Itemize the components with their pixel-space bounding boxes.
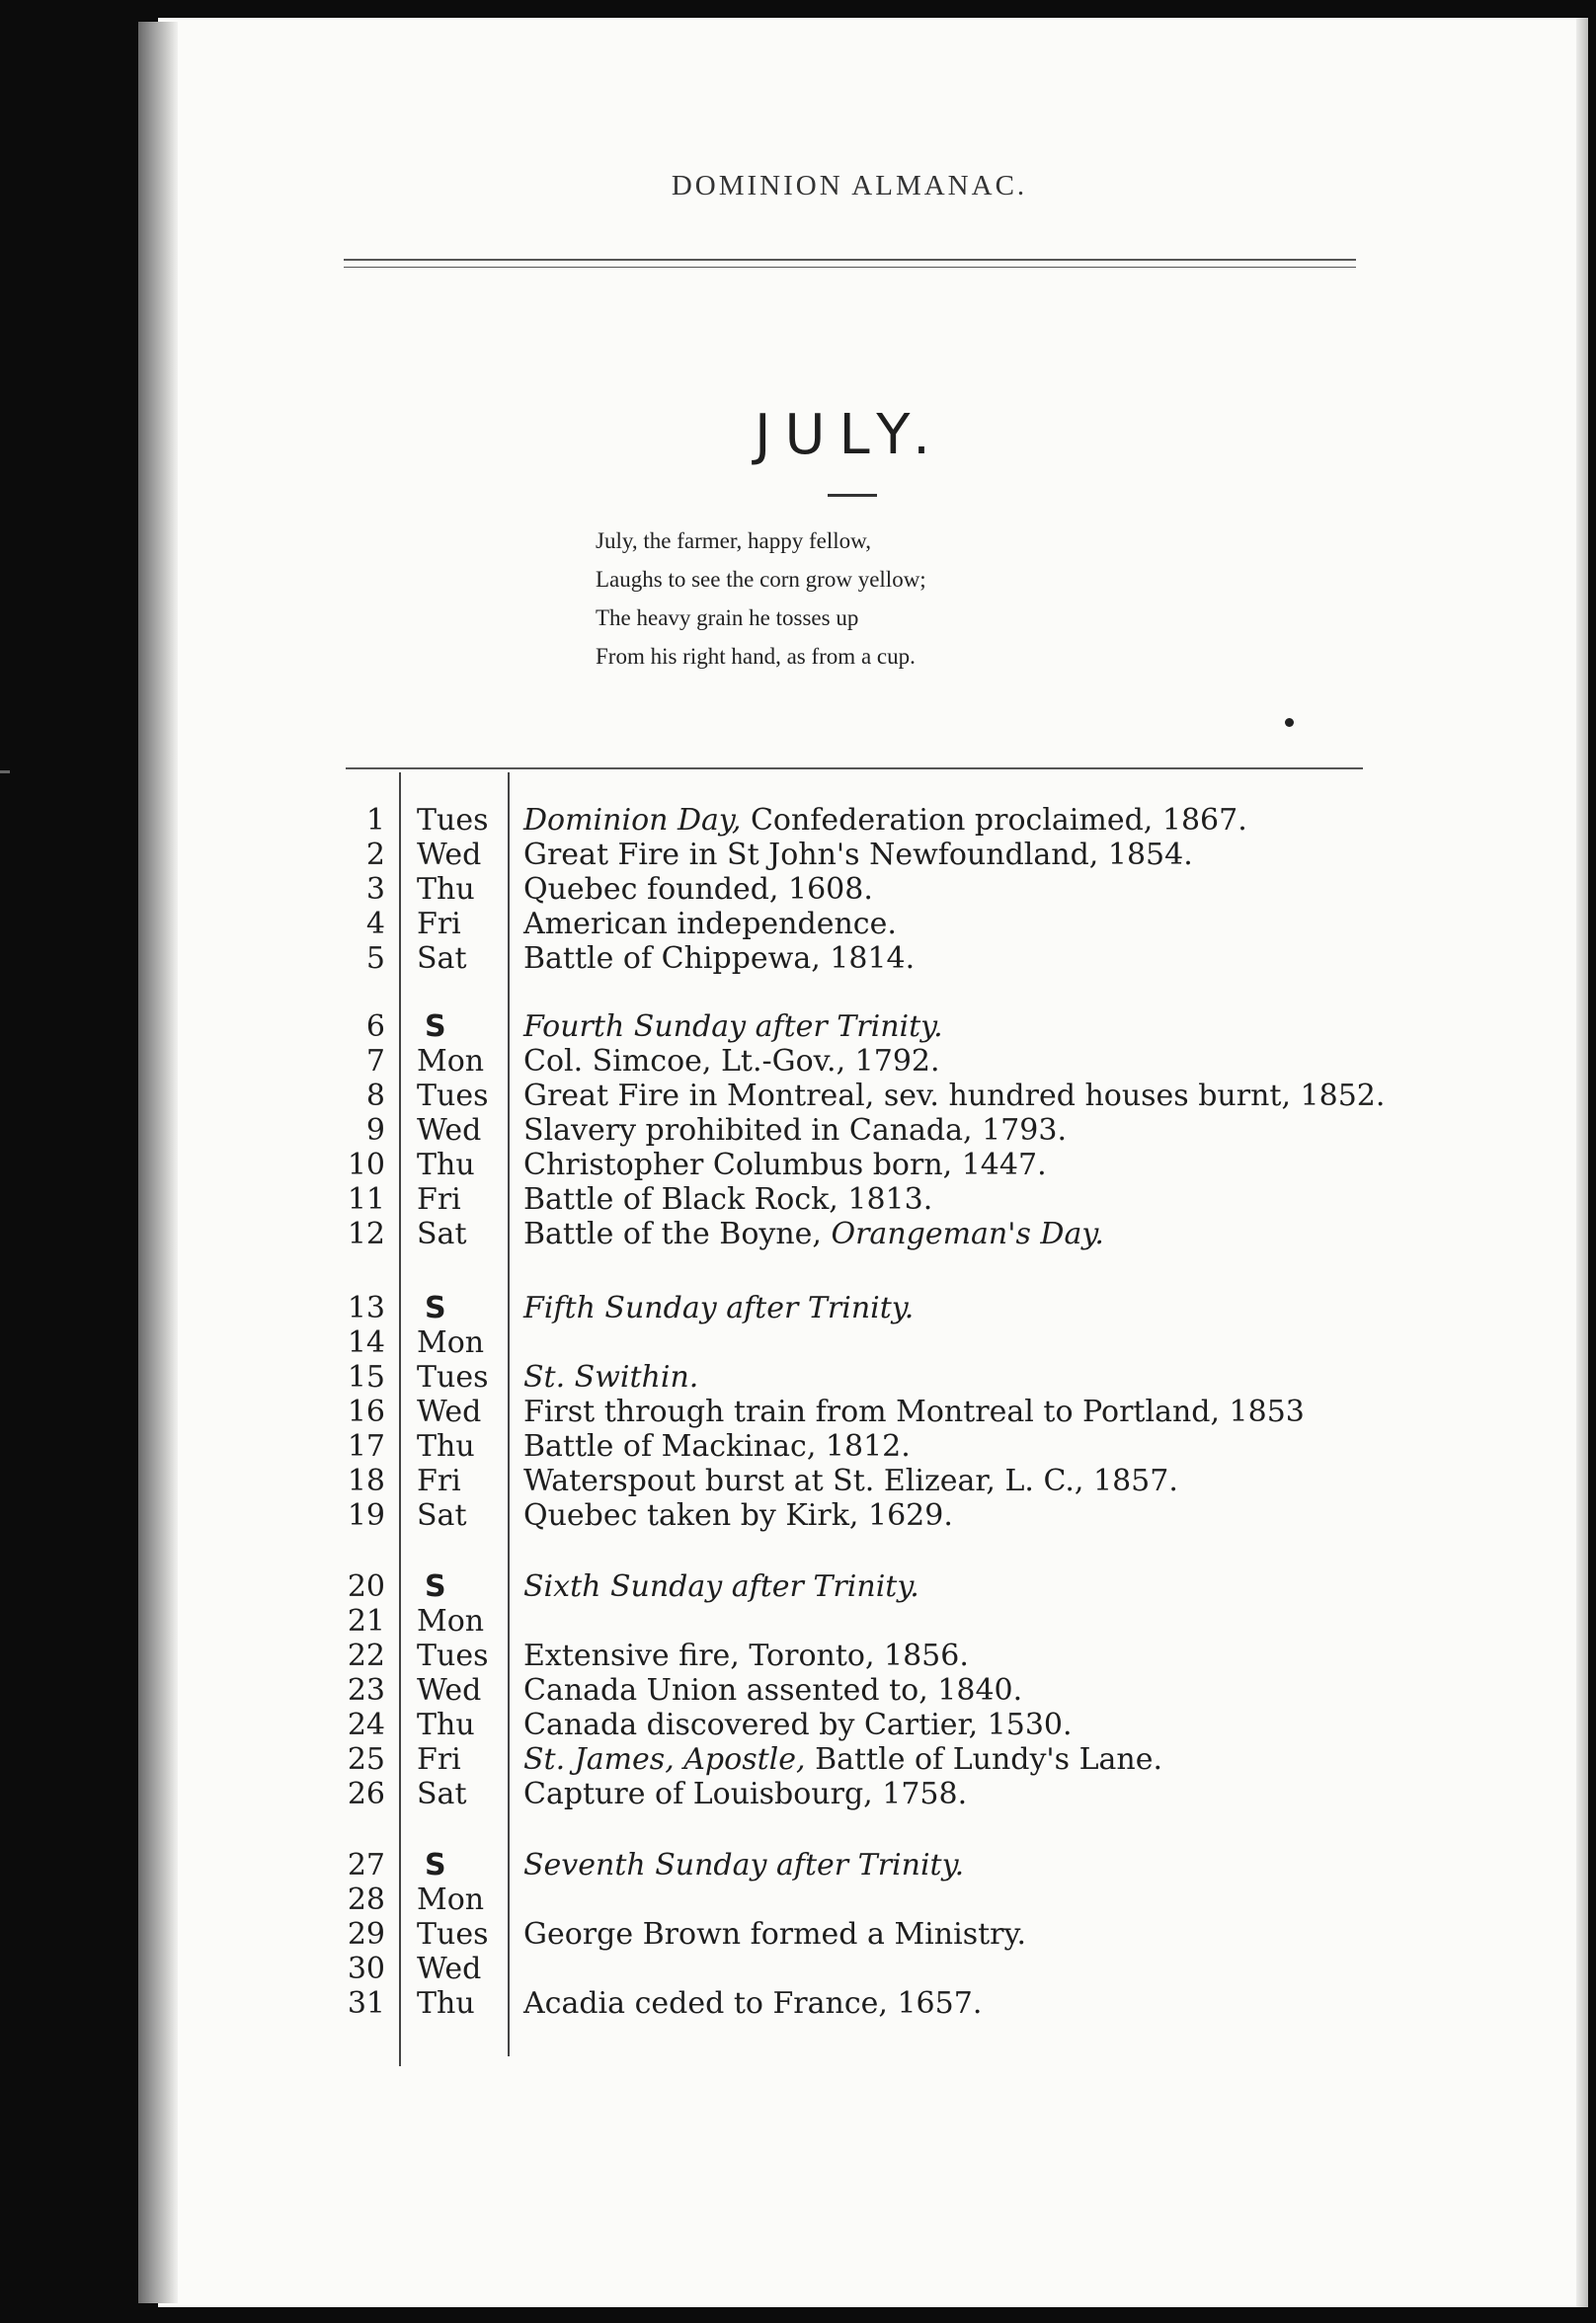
sunday-mark: S — [425, 1009, 446, 1044]
event-part: Slavery prohibited in Canada, 1793. — [523, 1113, 1067, 1148]
event-text — [523, 1291, 914, 1326]
day-number: 15 — [347, 1360, 385, 1395]
event-part: Capture of Louisbourg, 1758. — [523, 1777, 968, 1811]
weekday-name: Thu — [417, 1986, 475, 2021]
weekday-name: Tues — [417, 1079, 489, 1113]
poem-line: From his right hand, as from a cup. — [596, 644, 916, 669]
running-header: DOMINION ALMANAC. — [671, 170, 1028, 201]
day-number: 8 — [365, 1079, 385, 1113]
sunday-mark: S — [425, 1569, 446, 1604]
event-text — [523, 1079, 1385, 1114]
event-text — [523, 1673, 1022, 1709]
event-text — [523, 1395, 1305, 1430]
day-number: 3 — [365, 872, 385, 907]
event-part: Waterspout burst at St. Elizear, L. C., 1857. — [523, 1464, 1178, 1498]
event-text — [523, 1917, 1026, 1953]
event-text — [523, 1182, 932, 1218]
event-text — [523, 907, 897, 942]
weekday-name: Sat — [417, 1217, 467, 1251]
event-part: Battle of Black Rock, 1813. — [523, 1182, 933, 1217]
day-number: 9 — [365, 1113, 385, 1148]
event-italic: Fifth Sunday after Trinity. — [523, 1291, 915, 1325]
day-number: 28 — [347, 1882, 385, 1917]
event-text — [523, 1742, 1162, 1778]
day-number: 31 — [347, 1986, 385, 2021]
page-edge — [1576, 18, 1588, 2307]
event-text — [523, 1569, 919, 1605]
day-number: 14 — [347, 1325, 385, 1360]
weekday-name: Fri — [417, 1464, 461, 1498]
weekday-name: Wed — [417, 1952, 482, 1986]
month-title: JULY. — [755, 403, 944, 467]
event-part: Extensive fire, Toronto, 1856. — [523, 1639, 969, 1673]
day-number: 11 — [347, 1182, 385, 1217]
event-part: Battle of Lundy's Lane. — [805, 1742, 1163, 1777]
event-text — [523, 1848, 964, 1883]
weekday-name: Sat — [417, 1777, 467, 1811]
day-number: 24 — [347, 1708, 385, 1742]
title-dash — [828, 494, 877, 497]
event-text — [523, 1217, 1104, 1252]
day-number: 13 — [347, 1291, 385, 1325]
weekday-name: Fri — [417, 1182, 461, 1217]
book-gutter — [138, 22, 178, 2303]
calendar-top-rule — [346, 767, 1363, 769]
event-text — [523, 1777, 967, 1812]
day-number: 7 — [365, 1044, 385, 1079]
event-text — [523, 1360, 698, 1396]
event-italic: Seventh Sunday after Trinity. — [523, 1848, 965, 1882]
event-italic: St. James, Apostle, — [523, 1742, 806, 1777]
poem-line: The heavy grain he tosses up — [596, 605, 859, 630]
event-text — [523, 838, 1193, 873]
event-text — [523, 1429, 911, 1465]
header-rule-bottom — [344, 267, 1356, 268]
event-part: Battle of the Boyne, — [523, 1217, 832, 1251]
day-number: 5 — [365, 941, 385, 976]
event-italic: St. Swithin. — [523, 1360, 699, 1395]
event-text — [523, 1148, 1047, 1183]
column-divider-day — [399, 772, 401, 2066]
event-text — [523, 941, 915, 977]
day-number: 6 — [365, 1009, 385, 1044]
day-number: 16 — [347, 1395, 385, 1429]
day-number: 17 — [347, 1429, 385, 1464]
event-text — [523, 1986, 982, 2022]
event-text — [523, 1639, 969, 1674]
day-number: 29 — [347, 1917, 385, 1952]
event-text — [523, 1009, 943, 1045]
day-number: 26 — [347, 1777, 385, 1811]
day-number: 1 — [365, 803, 385, 838]
margin-mark — [0, 770, 10, 773]
event-text — [523, 1708, 1073, 1743]
day-number: 22 — [347, 1639, 385, 1673]
event-text — [523, 872, 873, 908]
weekday-name: Sat — [417, 941, 467, 976]
poem-line: Laughs to see the corn grow yellow; — [596, 567, 926, 592]
weekday-name: Thu — [417, 1708, 475, 1742]
event-part: Great Fire in Montreal, sev. hundred houses burnt, 1852. — [523, 1079, 1386, 1113]
day-number: 23 — [347, 1673, 385, 1708]
ink-dot — [1285, 718, 1294, 727]
event-part: Acadia ceded to France, 1657. — [523, 1986, 983, 2021]
event-part: Canada discovered by Cartier, 1530. — [523, 1708, 1073, 1742]
header-rule-top — [344, 259, 1356, 261]
weekday-name: Thu — [417, 1429, 475, 1464]
day-number: 4 — [365, 907, 385, 941]
sunday-mark: S — [425, 1291, 446, 1325]
day-number: 30 — [347, 1952, 385, 1986]
day-number: 18 — [347, 1464, 385, 1498]
day-number: 27 — [347, 1848, 385, 1882]
day-number: 20 — [347, 1569, 385, 1604]
event-part: First through train from Montreal to Portland, 1853 — [523, 1395, 1305, 1429]
event-part: Christopher Columbus born, 1447. — [523, 1148, 1047, 1182]
weekday-name: Tues — [417, 803, 489, 838]
event-part: George Brown formed a Ministry. — [523, 1917, 1026, 1952]
event-italic: Fourth Sunday after Trinity. — [523, 1009, 943, 1044]
day-number: 10 — [347, 1148, 385, 1182]
day-number: 12 — [347, 1217, 385, 1251]
weekday-name: Wed — [417, 838, 482, 872]
event-part: Quebec founded, 1608. — [523, 872, 873, 907]
event-italic: Orangeman's Day. — [831, 1217, 1104, 1251]
weekday-name: Mon — [417, 1325, 485, 1360]
weekday-name: Fri — [417, 907, 461, 941]
weekday-name: Fri — [417, 1742, 461, 1777]
weekday-name: Tues — [417, 1917, 489, 1952]
weekday-name: Mon — [417, 1044, 485, 1079]
day-number: 25 — [347, 1742, 385, 1777]
weekday-name: Wed — [417, 1395, 482, 1429]
event-part: American independence. — [523, 907, 897, 941]
weekday-name: Tues — [417, 1639, 489, 1673]
weekday-name: Thu — [417, 1148, 475, 1182]
event-text — [523, 1498, 953, 1534]
weekday-name: Tues — [417, 1360, 489, 1395]
event-text — [523, 1044, 940, 1080]
event-italic: Dominion Day, — [523, 803, 742, 838]
event-text — [523, 1113, 1067, 1149]
weekday-name: Sat — [417, 1498, 467, 1533]
event-part: Col. Simcoe, Lt.-Gov., 1792. — [523, 1044, 940, 1079]
weekday-name: Thu — [417, 872, 475, 907]
weekday-name: Mon — [417, 1882, 485, 1917]
day-number: 19 — [347, 1498, 385, 1533]
weekday-name: Mon — [417, 1604, 485, 1639]
day-number: 21 — [347, 1604, 385, 1639]
column-divider-event — [508, 772, 510, 2056]
event-part: Quebec taken by Kirk, 1629. — [523, 1498, 953, 1533]
event-italic: Sixth Sunday after Trinity. — [523, 1569, 919, 1604]
event-part: Canada Union assented to, 1840. — [523, 1673, 1023, 1708]
weekday-name: Wed — [417, 1113, 482, 1148]
event-part: Battle of Chippewa, 1814. — [523, 941, 916, 976]
poem-line: July, the farmer, happy fellow, — [596, 528, 872, 553]
event-text — [523, 1464, 1178, 1499]
day-number: 2 — [365, 838, 385, 872]
weekday-name: Wed — [417, 1673, 482, 1708]
poem — [596, 521, 1149, 676]
sunday-mark: S — [425, 1848, 446, 1882]
event-text — [523, 803, 1247, 839]
event-part: Confederation proclaimed, 1867. — [741, 803, 1247, 838]
event-part: Great Fire in St John's Newfoundland, 1854. — [523, 838, 1193, 872]
event-part: Battle of Mackinac, 1812. — [523, 1429, 911, 1464]
